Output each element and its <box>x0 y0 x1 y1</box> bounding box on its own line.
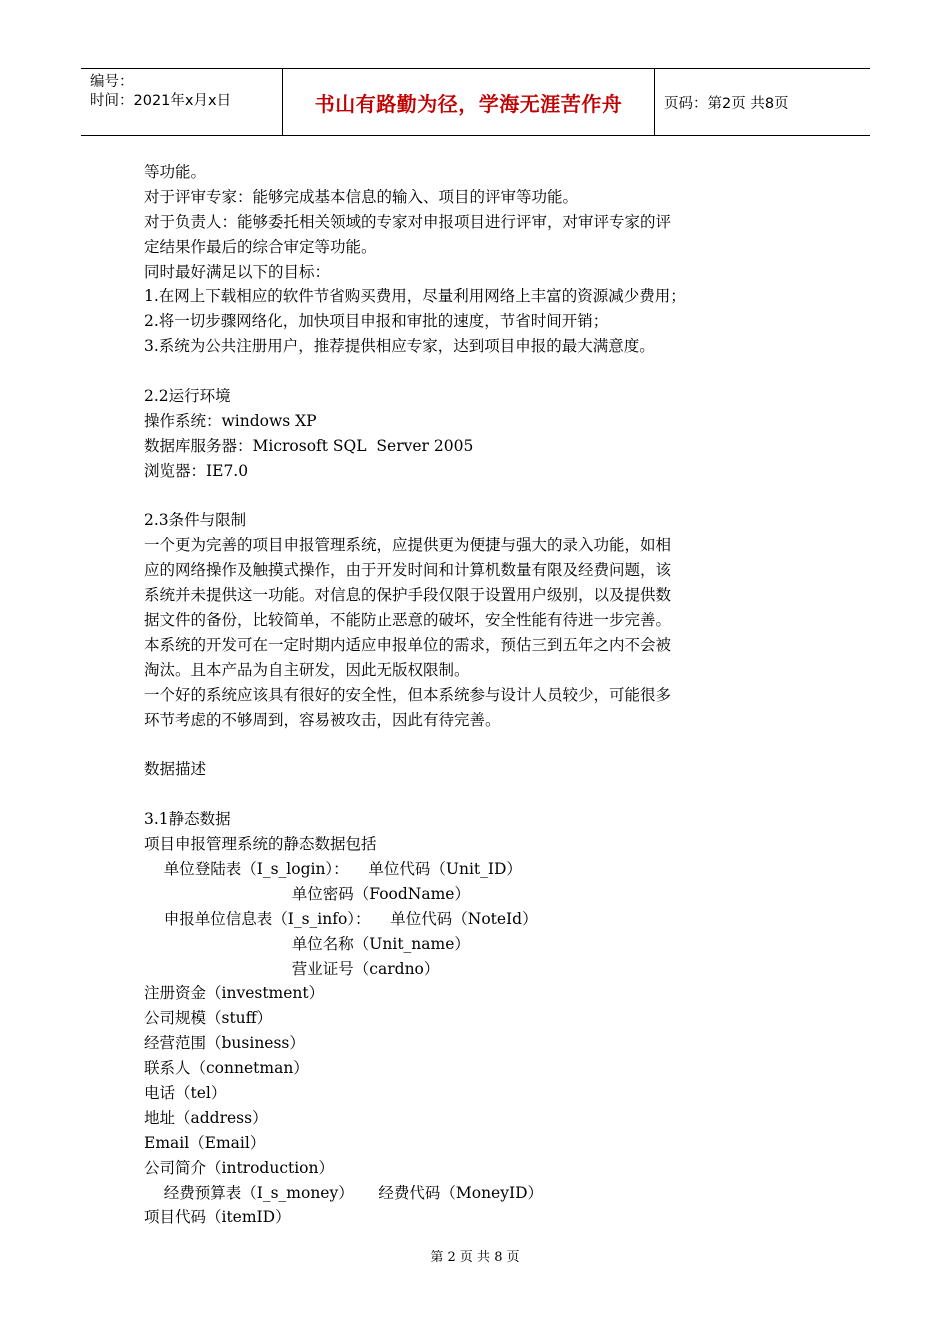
text-line: 系统并未提供这一功能。对信息的保护手段仅限于设置用户级别，以及提供数 <box>144 586 672 605</box>
text-line: 环节考虑的不够周到，容易被攻击，因此有待完善。 <box>144 710 501 729</box>
text-line: 同时最好满足以下的目标： <box>144 262 331 281</box>
text-line: 2.2运行环境 <box>144 387 231 406</box>
text-line: 3.系统为公共注册用户，推荐提供相应专家，达到项目申报的最大满意度。 <box>144 337 655 356</box>
text-line: 操作系统：windows XP <box>144 411 317 430</box>
text-line: 申报单位信息表（I_s_info）： 单位代码（NoteId） <box>144 909 538 928</box>
text-line: 一个更为完善的项目申报管理系统，应提供更为便捷与强大的录入功能，如相 <box>144 536 672 555</box>
blank-line <box>144 359 814 384</box>
text-line: 3.1静态数据 <box>144 810 231 829</box>
text-line: Email（Email） <box>144 1133 266 1152</box>
page-footer: 第 2 页 共 8 页 <box>430 1250 520 1265</box>
header-page-info: 页码：第2页 共8页 <box>664 95 789 112</box>
text-line: 等功能。 <box>144 163 207 181</box>
blank-line <box>144 484 814 509</box>
text-line: 据文件的备份，比较简单，不能防止恶意的破坏，安全性能有待进一步完善。 <box>144 611 672 630</box>
text-line: 经费预算表（I_s_money） 经费代码（MoneyID） <box>144 1183 544 1202</box>
blank-line <box>144 732 814 757</box>
text-line: 数据库服务器：Microsoft SQL Server 2005 <box>144 436 474 455</box>
text-line: 单位名称（Unit_name） <box>144 934 470 953</box>
text-line: 公司简介（introduction） <box>144 1158 334 1177</box>
text-line: 数据描述 <box>144 760 207 779</box>
text-line: 2.3条件与限制 <box>144 511 247 530</box>
text-line: 一个好的系统应该具有很好的安全性，但本系统参与设计人员较少，可能很多 <box>144 685 672 704</box>
header-motto: 书山有路勤为径，学海无涯苦作舟 <box>282 69 655 135</box>
text-line: 本系统的开发可在一定时期内适应申报单位的需求，预估三到五年之内不会被 <box>144 635 672 654</box>
text-line: 公司规模（stuff） <box>144 1009 273 1028</box>
text-line: 营业证号（cardno） <box>144 959 440 978</box>
text-line: 联系人（connetman） <box>144 1059 309 1078</box>
text-line: 应的网络操作及触摸式操作，由于开发时间和计算机数量有限及经费问题，该 <box>144 561 672 580</box>
doc-number-label: 编号： <box>90 74 134 90</box>
blank-line <box>144 782 814 807</box>
text-line: 单位登陆表（I_s_login）： 单位代码（Unit_ID） <box>144 859 522 878</box>
text-line: 项目申报管理系统的静态数据包括 <box>144 835 377 854</box>
text-line: 注册资金（investment） <box>144 984 325 1003</box>
text-line: 定结果作最后的综合审定等功能。 <box>144 237 377 256</box>
text-line: 浏览器：IE7.0 <box>144 461 249 480</box>
document-body <box>144 160 814 1230</box>
text-line: 地址（address） <box>144 1108 268 1127</box>
header-meta <box>81 69 282 135</box>
doc-date-label: 时间：2021年x月x日 <box>90 93 232 109</box>
text-line: 电话（tel） <box>144 1083 227 1102</box>
page-header <box>81 68 870 136</box>
text-line: 经营范围（business） <box>144 1034 305 1053</box>
text-line: 1.在网上下载相应的软件节省购买费用，尽量利用网络上丰富的资源减少费用； <box>144 287 686 306</box>
text-line: 对于评审专家：能够完成基本信息的输入、项目的评审等功能。 <box>144 187 579 206</box>
text-line: 对于负责人：能够委托相关领域的专家对申报项目进行评审，对审评专家的评 <box>144 212 672 231</box>
text-line: 单位密码（FoodName） <box>144 884 470 903</box>
text-line: 项目代码（itemID） <box>144 1208 291 1227</box>
text-line: 淘汰。且本产品为自主研发，因此无版权限制。 <box>144 660 470 679</box>
text-line: 2.将一切步骤网络化，加快项目申报和审批的速度，节省时间开销； <box>144 312 609 331</box>
